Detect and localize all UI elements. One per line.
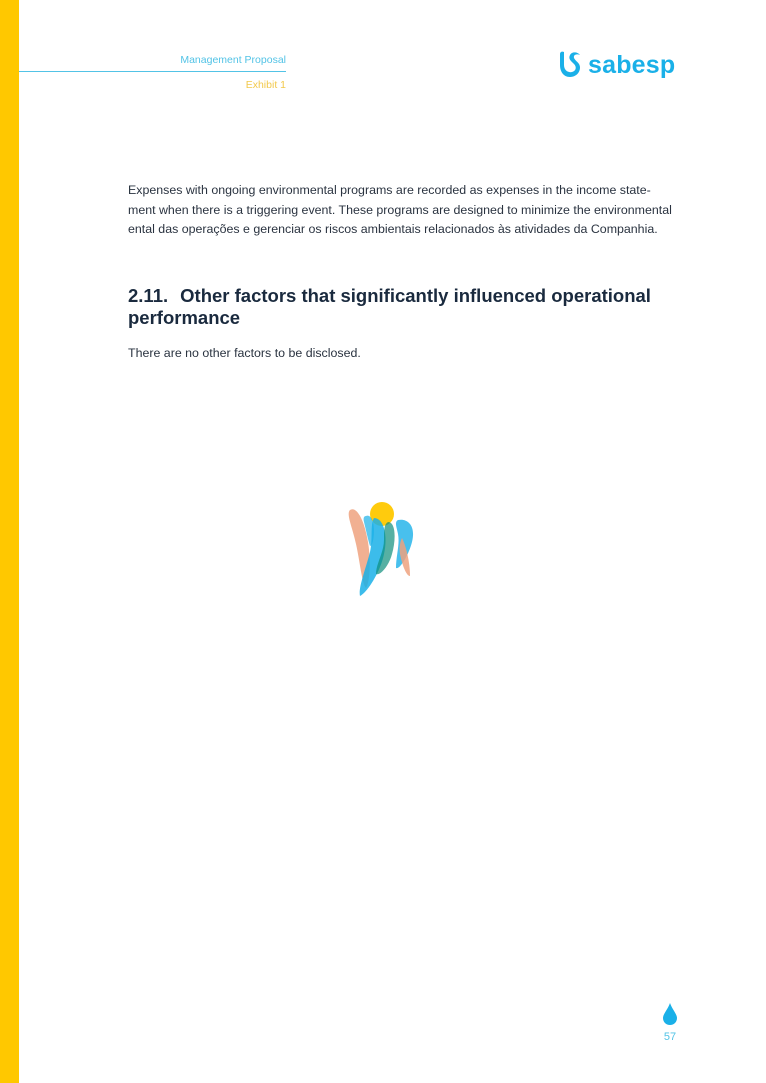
paragraph-line: Expenses with ongoing environmental programs are recorded as expenses in the income state- (128, 183, 651, 197)
section-title-text: Other factors that significantly influenced operational performance (128, 285, 651, 328)
header-subtitle: Exhibit 1 (245, 79, 286, 91)
paragraph-line: ment when there is a triggering event. These programs are designed to minimize the environmental (128, 202, 672, 217)
page-number: 57 (663, 1031, 677, 1043)
section-body-text: There are no other factors to be disclosed. (128, 346, 361, 360)
logo-wordmark: sabesp (588, 50, 676, 79)
header-divider (19, 71, 286, 72)
side-color-bar (0, 0, 19, 1083)
paragraph-line: ental das operações e gerenciar os riscos ambientais relacionados às atividades da Companhia. (128, 222, 658, 236)
paragraph (128, 181, 676, 240)
abstract-figures-illustration (344, 496, 424, 600)
page-footer (656, 1003, 684, 1043)
header-title: Management Proposal (180, 54, 286, 66)
sabesp-logo (558, 51, 675, 79)
section-heading (128, 285, 688, 329)
water-drop-icon (663, 1003, 677, 1025)
section-number: 2.11. (128, 285, 169, 306)
sabesp-drop-s-icon (558, 51, 582, 79)
